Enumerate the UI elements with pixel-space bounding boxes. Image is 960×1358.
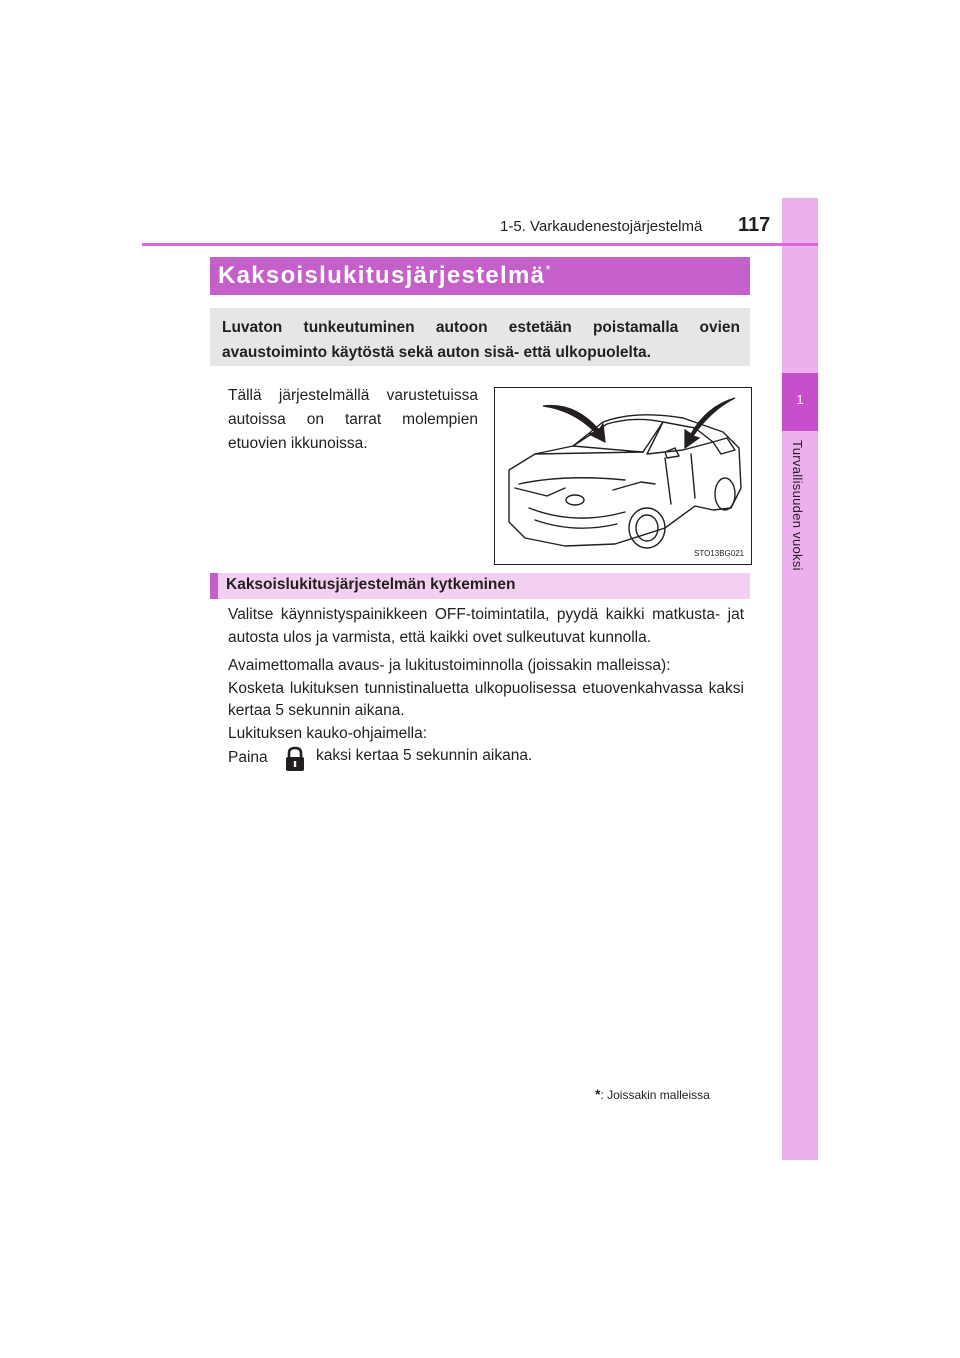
paragraph-prepare: Valitse käynnistyspainikkeen OFF-toimintatila, pyydä kaikki matkusta- jat autosta ulos ja varmista, että kaikki ovet sulkeutuvat kunnolla. xyxy=(228,606,744,646)
title-asterisk: * xyxy=(545,262,552,277)
paragraph-methods xyxy=(228,655,744,745)
page-number: 117 xyxy=(738,214,771,236)
summary-text: Luvaton tunkeutuminen autoon estetään poistamalla ovien avaustoiminto käytöstä sekä auton sisä- että ulkopuolelta. xyxy=(222,319,740,361)
page-title xyxy=(218,262,552,290)
page-title-text: Kaksoislukitusjärjestelmä xyxy=(218,262,546,289)
header-rule xyxy=(142,243,818,246)
chapter-number: 1 xyxy=(796,392,804,407)
intro-paragraph: Tällä järjestelmällä varustetuissa autoissa on tarrat molempien etuovien ikkunoissa. xyxy=(228,387,478,452)
lock-icon xyxy=(282,745,308,773)
chapter-side-tab xyxy=(782,198,818,1160)
subsection-title: Kaksoislukitusjärjestelmän kytkeminen xyxy=(226,576,516,593)
car-sketch-icon xyxy=(495,388,751,564)
section-label: 1-5. Varkaudenestojärjestelmä xyxy=(500,218,703,235)
chapter-title: Turvallisuuden vuoksi xyxy=(790,440,805,571)
illustration-code: STO13BG021 xyxy=(694,549,745,558)
press-prefix: Paina xyxy=(228,749,268,766)
lock-glyph-icon xyxy=(282,745,308,773)
footnote xyxy=(595,1086,710,1102)
touch-sensor-line: Kosketa lukituksen tunnistinaluetta ulkopuolisessa etuovenkahvassa kaksi kertaa 5 sekunnin aikana. xyxy=(228,679,744,719)
press-suffix: kaksi kertaa 5 sekunnin aikana. xyxy=(316,747,533,764)
smart-key-line: Avaimettomalla avaus- ja lukitustoiminnolla (joissakin malleissa): xyxy=(228,657,671,674)
footnote-text: : Joissakin malleissa xyxy=(600,1088,710,1102)
car-illustration xyxy=(494,387,752,565)
remote-line: Lukituksen kauko-ohjaimella: xyxy=(228,724,428,742)
footnote-asterisk: * xyxy=(595,1086,601,1102)
